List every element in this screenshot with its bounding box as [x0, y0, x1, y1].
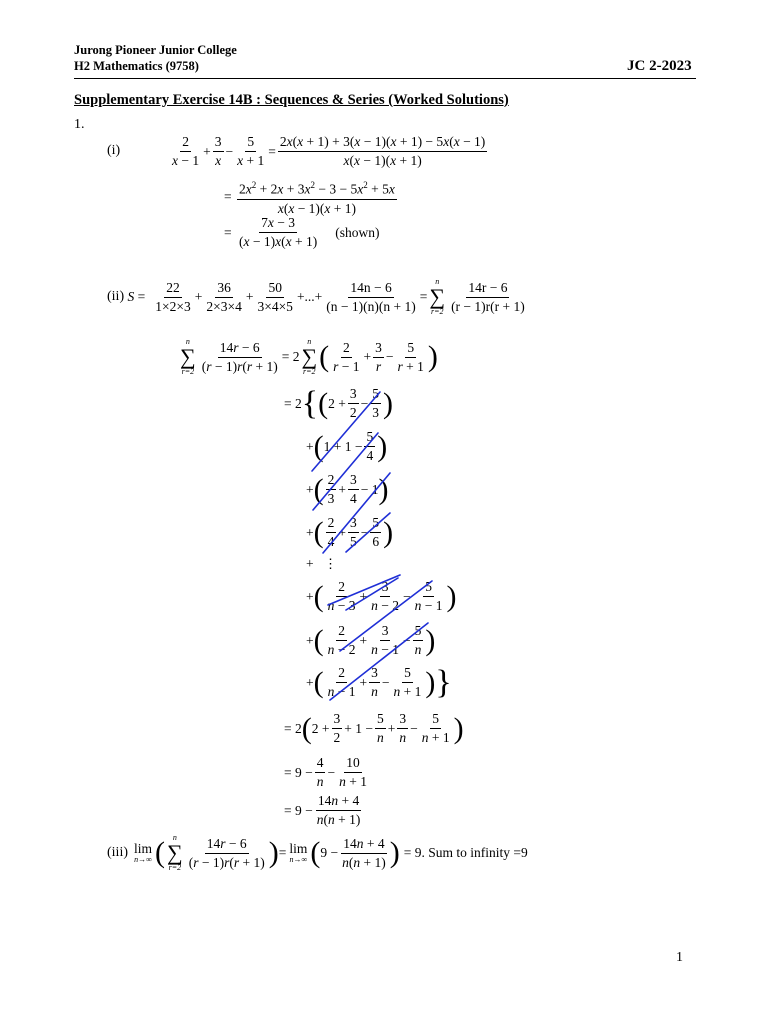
expansion-row-4: + ( 2 4 + 3 5 − 5 6 ) [306, 515, 394, 549]
result-line-2: = 9 − 14n + 4 n(n + 1) [284, 793, 361, 827]
page-title: Supplementary Exercise 14B : Sequences & Series (Worked Solutions) [74, 92, 509, 108]
part-i-line-2: = $2x^2 + 2x + 3x^2 - 3 - 5x^2 + 5x$ x(x − 1)(x + 1) [224, 176, 399, 218]
subject-name: H2 Mathematics (9758) [74, 59, 199, 73]
course-code: JC 2-2023 [627, 58, 692, 74]
page-number: 1 [676, 950, 683, 965]
expansion-row-n2: + ( 2 n − 2 + 3 n − 1 − 5 n ) [306, 623, 436, 657]
college-name: Jurong Pioneer Junior College [74, 43, 237, 57]
expansion-row-n3: + ( 2 n − 3 + 3 n − 2 − 5 n − 1 ) [306, 579, 457, 613]
part-ii-series: (ii) S = 22 1×2×3 + 36 2×3×4 + 50 3×4×5 +...+ 14n − 6 (n − 1)(n)(n + 1) = n ∑ r=2 14r − 6 (r − 1)r(r + 1) [107, 277, 525, 316]
expansion-row-3: + ( 2 3 + 3 4 − 1 ) [306, 472, 389, 506]
expansion-row-1: = 2 { ( 2 + 3 2 − 5 3 ) [284, 384, 393, 422]
shown-note: (shown) [335, 224, 380, 240]
expansion-ellipsis: + ⋮ [306, 556, 338, 571]
question-number: 1. [74, 117, 85, 132]
sum-decomposition: n ∑ r=2 14r − 6 (r − 1)r(r + 1) = 2 n ∑ r=2 ( 2 r − 1 + 3 r − 5 r + 1 ) [180, 337, 438, 376]
limit-value: = 9 [403, 845, 422, 860]
part-ii-label: (ii) [107, 289, 125, 304]
part-i-label: (i) [107, 143, 121, 158]
part-iii-limit: (iii) lim n→∞ ( n ∑ r=2 14r − 6 (r − 1)r(r + 1) ) = lim n→∞ ( 9 − 14n + 4 n(n + 1) ) = 9 . Sum to infinity =9 [107, 833, 528, 872]
result-line-1: = 9 − 4 n − 10 n + 1 [284, 755, 367, 789]
part-i-line-3: = 7x − 3 (x − 1)x(x + 1) (shown) [224, 215, 380, 249]
part-i-line-1: 2 x − 1 + 3 x − 5 x + 1 = 2x(x + 1) + 3(x − 1)(x + 1) − 5x(x − 1) x(x − 1)(x + 1) [172, 134, 486, 168]
sum-to-infinity: . Sum to infinity =9 [421, 845, 528, 860]
expansion-row-n1: + ( 2 n − 1 + 3 n − 5 n + 1 ) } [306, 663, 452, 701]
part-iii-label: (iii) [107, 845, 128, 860]
simplified-sum: = 2 ( 2 + 3 2 + 1 − 5 n + 3 n − 5 n + 1 ) [284, 711, 464, 745]
expansion-row-2: + ( 1 + 1 − 5 4 ) [306, 429, 388, 463]
header-rule [74, 78, 696, 79]
